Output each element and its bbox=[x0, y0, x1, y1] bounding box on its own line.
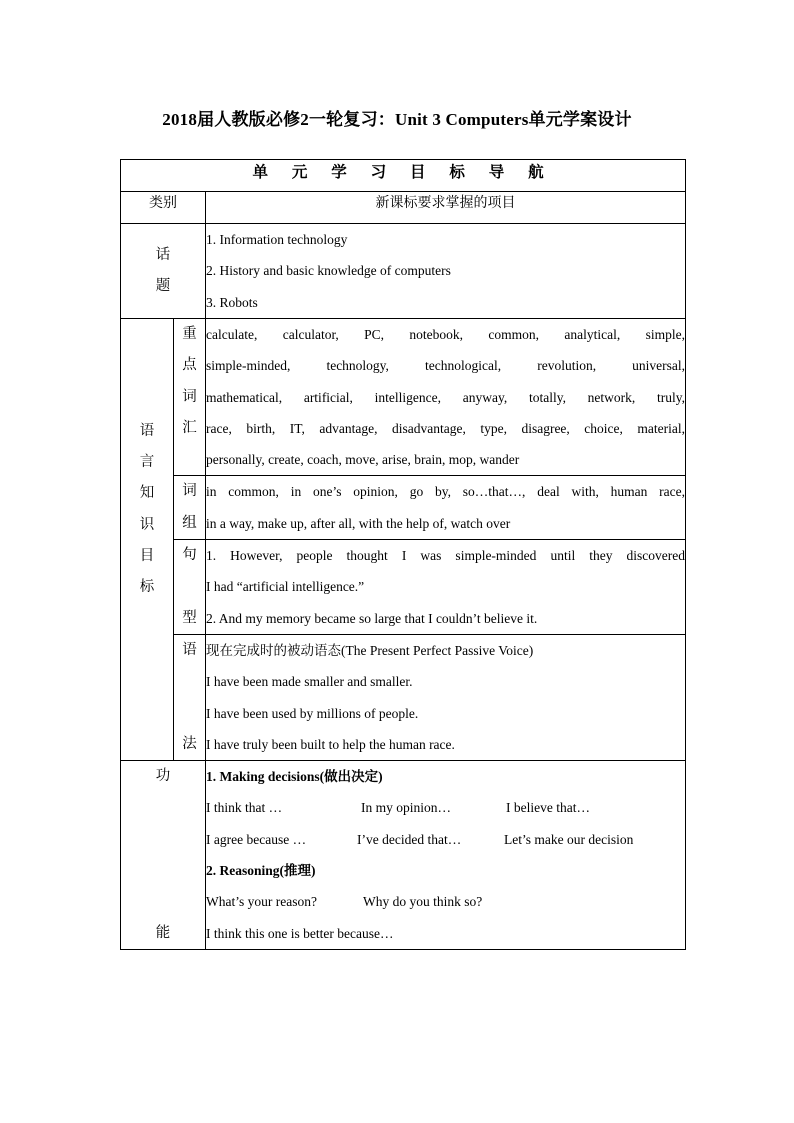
topic-label bbox=[121, 224, 206, 319]
language-label-char: 言 bbox=[139, 453, 155, 470]
sentences-line: 1. However, people thought I was simple-minded until they discovered bbox=[206, 548, 686, 564]
function-line bbox=[206, 886, 685, 917]
grammar-line: I have been made smaller and smaller. bbox=[206, 674, 413, 690]
function-phrase: Why do you think so? bbox=[363, 894, 483, 910]
grammar-row bbox=[121, 634, 686, 760]
language-label-char: 知 bbox=[139, 485, 155, 502]
sentences-label-char: 型 bbox=[182, 609, 197, 626]
col-requirement: 新课标要求掌握的项目 bbox=[206, 192, 686, 224]
vocab-label-char: 词 bbox=[182, 388, 197, 405]
sentences-row bbox=[121, 540, 686, 635]
function-line bbox=[206, 792, 685, 823]
grammar-label-char: 法 bbox=[182, 735, 197, 752]
grammar-label-char: 语 bbox=[182, 641, 197, 658]
sentences-label bbox=[174, 540, 206, 635]
vocab-line: calculate, calculator, PC, notebook, common, analytical, simple, bbox=[206, 327, 686, 342]
language-label-char: 标 bbox=[139, 579, 155, 596]
phrases-line: in common, in one’s opinion, go by, so…that…, deal with, human race, bbox=[206, 484, 686, 500]
function-content bbox=[206, 761, 686, 950]
sentences-line: 2. And my memory became so large that I couldn’t believe it. bbox=[206, 610, 538, 626]
grammar-line: I have been used by millions of people. bbox=[206, 705, 419, 721]
topic-line: 3. Robots bbox=[206, 294, 258, 310]
function-label bbox=[121, 761, 206, 950]
col-category: 类别 bbox=[121, 192, 206, 224]
function-phrase: What’s your reason? bbox=[206, 894, 317, 910]
grammar-line: 现在完成时的被动语态(The Present Perfect Passive Voice) bbox=[206, 642, 534, 658]
sentences-content bbox=[206, 540, 686, 635]
function-phrase: I think that … bbox=[206, 800, 283, 816]
topic-line: 2. History and basic knowledge of computers bbox=[206, 263, 451, 279]
topic-label-char: 题 bbox=[155, 278, 171, 294]
grammar-line: I have truly been built to help the human race. bbox=[206, 736, 455, 752]
vocab-line: mathematical, artificial, intelligence, anyway, totally, network, truly, bbox=[206, 389, 686, 405]
vocab-line: personally, create, coach, move, arise, brain, mop, wander bbox=[206, 452, 520, 468]
function-row bbox=[121, 761, 686, 950]
phrases-label-char: 词 bbox=[182, 483, 197, 500]
column-header-row bbox=[121, 192, 686, 224]
language-label-char: 目 bbox=[139, 547, 155, 564]
vocab-label-char: 点 bbox=[182, 357, 197, 374]
language-label bbox=[121, 319, 174, 761]
function-phrase: In my opinion… bbox=[361, 800, 451, 816]
phrases-line: in a way, make up, after all, with the help of, watch over bbox=[206, 515, 511, 531]
table-header: 单 元 学 习 目 标 导 航 bbox=[121, 160, 686, 192]
vocab-label bbox=[174, 319, 206, 476]
topic-line: 1. Information technology bbox=[206, 232, 348, 247]
language-label-char: 语 bbox=[139, 422, 155, 439]
topic-content bbox=[206, 224, 686, 319]
sentences-line: I had “artificial intelligence.” bbox=[206, 579, 365, 595]
vocab-label-char: 重 bbox=[182, 326, 197, 342]
function-heading: 2. Reasoning(推理) bbox=[206, 863, 316, 879]
phrases-content bbox=[206, 476, 686, 540]
function-line: I think this one is better because… bbox=[206, 925, 394, 941]
phrases-label-char: 组 bbox=[182, 514, 197, 531]
phrases-row bbox=[121, 476, 686, 540]
grammar-label bbox=[174, 634, 206, 760]
document-title: 2018届人教版必修2一轮复习：Unit 3 Computers单元学案设计 bbox=[162, 110, 632, 129]
topic-label-char: 话 bbox=[155, 247, 171, 263]
vocab-line: race, birth, IT, advantage, disadvantage, type, disagree, choice, material, bbox=[206, 420, 686, 436]
function-line bbox=[206, 824, 685, 855]
function-label-char: 功 bbox=[155, 768, 171, 785]
function-phrase: Let’s make our decision bbox=[504, 831, 634, 847]
topic-row bbox=[121, 224, 686, 319]
function-phrase: I’ve decided that… bbox=[357, 831, 462, 847]
vocab-row bbox=[121, 319, 686, 476]
vocab-content bbox=[206, 319, 686, 476]
function-label-char: 能 bbox=[155, 924, 171, 941]
grammar-content bbox=[206, 634, 686, 760]
language-label-char: 识 bbox=[139, 516, 155, 533]
function-phrase: I agree because … bbox=[206, 831, 307, 847]
table-header-row bbox=[121, 160, 686, 192]
function-heading: 1. Making decisions(做出决定) bbox=[206, 769, 383, 785]
vocab-line: simple-minded, technology, technological, revolution, universal, bbox=[206, 358, 686, 374]
phrases-label bbox=[174, 476, 206, 540]
sentences-label-char: 句 bbox=[182, 547, 197, 564]
vocab-label-char: 汇 bbox=[182, 419, 197, 436]
function-phrase: I believe that… bbox=[506, 800, 590, 816]
study-goals-table bbox=[120, 159, 686, 950]
